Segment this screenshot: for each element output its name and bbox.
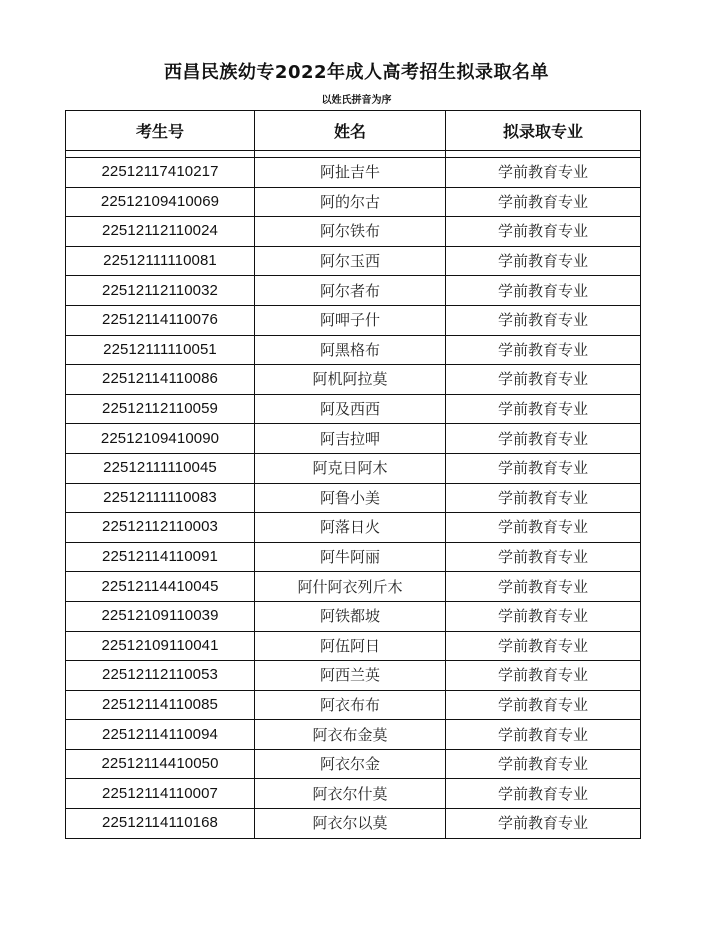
table-row (66, 779, 641, 809)
header-major: 拟录取专业 (446, 111, 641, 151)
table-row (66, 749, 641, 779)
exam-number-cell: 22512112110003 (66, 513, 255, 543)
exam-number-cell: 22512112110032 (66, 276, 255, 306)
table-header (66, 111, 641, 151)
table-row (66, 187, 641, 217)
table-row (66, 335, 641, 365)
major-cell: 学前教育专业 (446, 424, 641, 454)
admission-table (65, 110, 641, 839)
header-name: 姓名 (255, 111, 446, 151)
exam-number-cell: 22512112110059 (66, 394, 255, 424)
major-cell: 学前教育专业 (446, 453, 641, 483)
student-name-cell: 阿尔玉西 (255, 246, 446, 276)
student-name-cell: 阿克日阿木 (255, 453, 446, 483)
table-row (66, 158, 641, 188)
exam-number-cell: 22512109110041 (66, 631, 255, 661)
table-row (66, 631, 641, 661)
student-name-cell: 阿扯吉牛 (255, 158, 446, 188)
exam-number-cell: 22512109110039 (66, 601, 255, 631)
major-cell: 学前教育专业 (446, 809, 641, 839)
exam-number-cell: 22512114410050 (66, 749, 255, 779)
exam-number-cell: 22512114110086 (66, 365, 255, 395)
major-cell: 学前教育专业 (446, 690, 641, 720)
student-name-cell: 阿呷子什 (255, 305, 446, 335)
exam-number-cell: 22512112110053 (66, 661, 255, 691)
table-row (66, 809, 641, 839)
student-name-cell: 阿尔铁布 (255, 217, 446, 247)
student-name-cell: 阿的尔古 (255, 187, 446, 217)
major-cell: 学前教育专业 (446, 513, 641, 543)
student-name-cell: 阿衣尔金 (255, 749, 446, 779)
spacer-cell (66, 151, 255, 158)
table-row (66, 276, 641, 306)
table-row (66, 661, 641, 691)
major-cell: 学前教育专业 (446, 631, 641, 661)
major-cell: 学前教育专业 (446, 661, 641, 691)
student-name-cell: 阿伍阿日 (255, 631, 446, 661)
exam-number-cell: 22512114110085 (66, 690, 255, 720)
exam-number-cell: 22512117410217 (66, 158, 255, 188)
exam-number-cell: 22512112110024 (66, 217, 255, 247)
student-name-cell: 阿西兰英 (255, 661, 446, 691)
table-row (66, 513, 641, 543)
student-name-cell: 阿机阿拉莫 (255, 365, 446, 395)
table-row (66, 601, 641, 631)
major-cell: 学前教育专业 (446, 187, 641, 217)
table-row (66, 305, 641, 335)
document-title: 西昌民族幼专2022年成人高考招生拟录取名单 (163, 62, 550, 83)
exam-number-cell: 22512111110083 (66, 483, 255, 513)
major-cell: 学前教育专业 (446, 601, 641, 631)
student-name-cell: 阿什阿衣列斤木 (255, 572, 446, 602)
student-name-cell: 阿衣布金莫 (255, 720, 446, 750)
table-row (66, 453, 641, 483)
major-cell: 学前教育专业 (446, 246, 641, 276)
major-cell: 学前教育专业 (446, 158, 641, 188)
major-cell: 学前教育专业 (446, 365, 641, 395)
spacer-cell (255, 151, 446, 158)
spacer-cell (446, 151, 641, 158)
table-row (66, 217, 641, 247)
major-cell: 学前教育专业 (446, 542, 641, 572)
table-row (66, 690, 641, 720)
student-name-cell: 阿衣尔以莫 (255, 809, 446, 839)
exam-number-cell: 22512114110168 (66, 809, 255, 839)
table-spacer-row (66, 151, 641, 158)
table-row (66, 424, 641, 454)
exam-number-cell: 22512114110091 (66, 542, 255, 572)
major-cell: 学前教育专业 (446, 305, 641, 335)
exam-number-cell: 22512114110007 (66, 779, 255, 809)
student-name-cell: 阿鲁小美 (255, 483, 446, 513)
major-cell: 学前教育专业 (446, 394, 641, 424)
major-cell: 学前教育专业 (446, 276, 641, 306)
table-row (66, 365, 641, 395)
table-row (66, 542, 641, 572)
exam-number-cell: 22512114110094 (66, 720, 255, 750)
header-exam-number: 考生号 (66, 111, 255, 151)
student-name-cell: 阿铁都坡 (255, 601, 446, 631)
exam-number-cell: 22512109410090 (66, 424, 255, 454)
major-cell: 学前教育专业 (446, 749, 641, 779)
major-cell: 学前教育专业 (446, 335, 641, 365)
major-cell: 学前教育专业 (446, 217, 641, 247)
major-cell: 学前教育专业 (446, 483, 641, 513)
document-subtitle: 以姓氏拼音为序 (321, 95, 392, 106)
major-cell: 学前教育专业 (446, 720, 641, 750)
table-row (66, 572, 641, 602)
student-name-cell: 阿衣布布 (255, 690, 446, 720)
major-cell: 学前教育专业 (446, 779, 641, 809)
student-name-cell: 阿黑格布 (255, 335, 446, 365)
major-cell: 学前教育专业 (446, 572, 641, 602)
header-row (66, 111, 641, 151)
exam-number-cell: 22512111110045 (66, 453, 255, 483)
table-row (66, 720, 641, 750)
exam-number-cell: 22512111110051 (66, 335, 255, 365)
exam-number-cell: 22512114110076 (66, 305, 255, 335)
student-name-cell: 阿衣尔什莫 (255, 779, 446, 809)
student-name-cell: 阿落日火 (255, 513, 446, 543)
exam-number-cell: 22512109410069 (66, 187, 255, 217)
exam-number-cell: 22512114410045 (66, 572, 255, 602)
exam-number-cell: 22512111110081 (66, 246, 255, 276)
student-name-cell: 阿牛阿丽 (255, 542, 446, 572)
student-name-cell: 阿吉拉呷 (255, 424, 446, 454)
table-row (66, 246, 641, 276)
table-body (66, 151, 641, 839)
table-row (66, 483, 641, 513)
student-name-cell: 阿及西西 (255, 394, 446, 424)
table-row (66, 394, 641, 424)
student-name-cell: 阿尔者布 (255, 276, 446, 306)
